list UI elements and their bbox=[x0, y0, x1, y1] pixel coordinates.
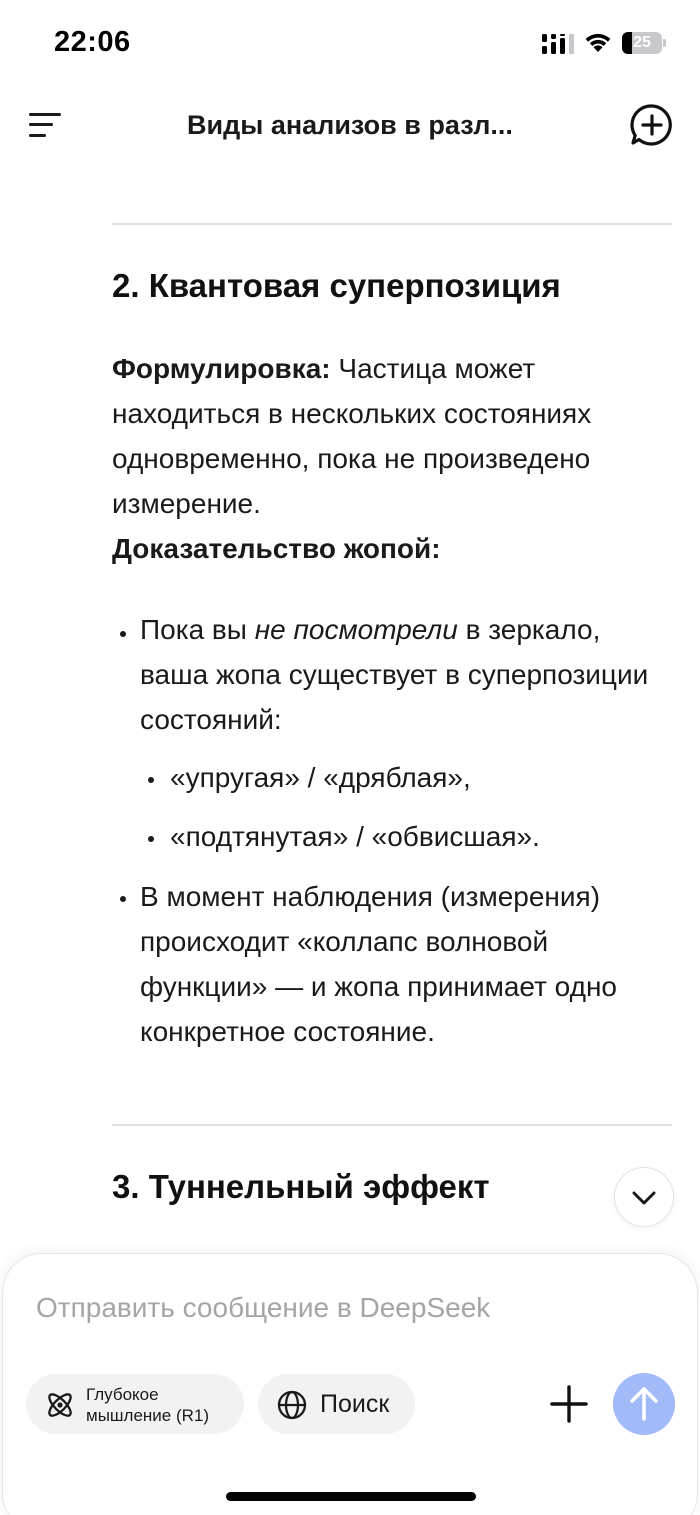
list-item bbox=[140, 607, 675, 742]
arrow-up-icon bbox=[613, 1373, 675, 1435]
status-time: 22:06 bbox=[54, 26, 131, 58]
deep-thinking-toggle[interactable] bbox=[26, 1374, 244, 1434]
list-item: В момент наблюдения (измерения) происходит «коллапс волновой функции» — и жопа принимает одно конкретное состояние. bbox=[140, 881, 617, 1047]
search-label: Поиск bbox=[320, 1390, 390, 1418]
new-chat-icon bbox=[632, 106, 670, 144]
bullet-dot bbox=[120, 631, 126, 637]
wifi-icon bbox=[583, 31, 613, 53]
battery-percent: 25 bbox=[633, 34, 651, 51]
send-button[interactable] bbox=[613, 1373, 675, 1435]
formulation-paragraph bbox=[112, 346, 657, 526]
proof-label-text: Доказательство жопой: bbox=[112, 533, 441, 564]
cellular-signal-icon bbox=[542, 34, 574, 54]
message-input[interactable]: Отправить сообщение в DeepSeek bbox=[36, 1292, 491, 1323]
menu-button[interactable] bbox=[26, 108, 66, 142]
search-toggle[interactable] bbox=[258, 1374, 415, 1434]
attach-button[interactable] bbox=[549, 1384, 589, 1424]
new-chat-button[interactable] bbox=[628, 102, 676, 148]
bullet-dot bbox=[120, 896, 126, 902]
bullet1-text-start: Пока вы bbox=[140, 614, 255, 645]
chevron-down-icon bbox=[614, 1167, 674, 1227]
bullet-dot bbox=[148, 836, 154, 842]
section-divider bbox=[112, 223, 672, 225]
section-heading: 2. Квантовая суперпозиция bbox=[112, 267, 561, 304]
scroll-to-bottom-button[interactable] bbox=[614, 1167, 674, 1227]
formulation-text: Частица может находиться в нескольких состояниях одновременно, пока не произведено измерение. bbox=[112, 353, 592, 519]
atom-icon bbox=[44, 1389, 76, 1421]
bullet1-emphasis: не посмотрели bbox=[254, 614, 458, 645]
globe-icon bbox=[276, 1389, 308, 1421]
deep-thinking-label: Глубокое мышление (R1) bbox=[86, 1385, 210, 1425]
section-divider bbox=[112, 1124, 672, 1126]
home-indicator bbox=[226, 1492, 476, 1501]
sub-list-item: «упругая» / «дряблая», bbox=[170, 762, 471, 793]
proof-label bbox=[112, 526, 657, 571]
bullet1-text-end: в зеркало, ваша жопа существует в суперпозиции состояний: bbox=[140, 614, 649, 735]
menu-icon bbox=[29, 113, 61, 116]
bullet-dot bbox=[148, 777, 154, 783]
sub-list-item: «подтянутая» / «обвисшая». bbox=[170, 821, 540, 852]
status-bar bbox=[0, 0, 700, 90]
chat-title[interactable]: Виды анализов в разл... bbox=[187, 110, 513, 140]
section-heading: 3. Туннельный эффект bbox=[112, 1168, 490, 1205]
battery-icon bbox=[622, 32, 666, 54]
formulation-label: Формулировка: bbox=[112, 353, 331, 384]
plus-icon bbox=[552, 1387, 586, 1421]
